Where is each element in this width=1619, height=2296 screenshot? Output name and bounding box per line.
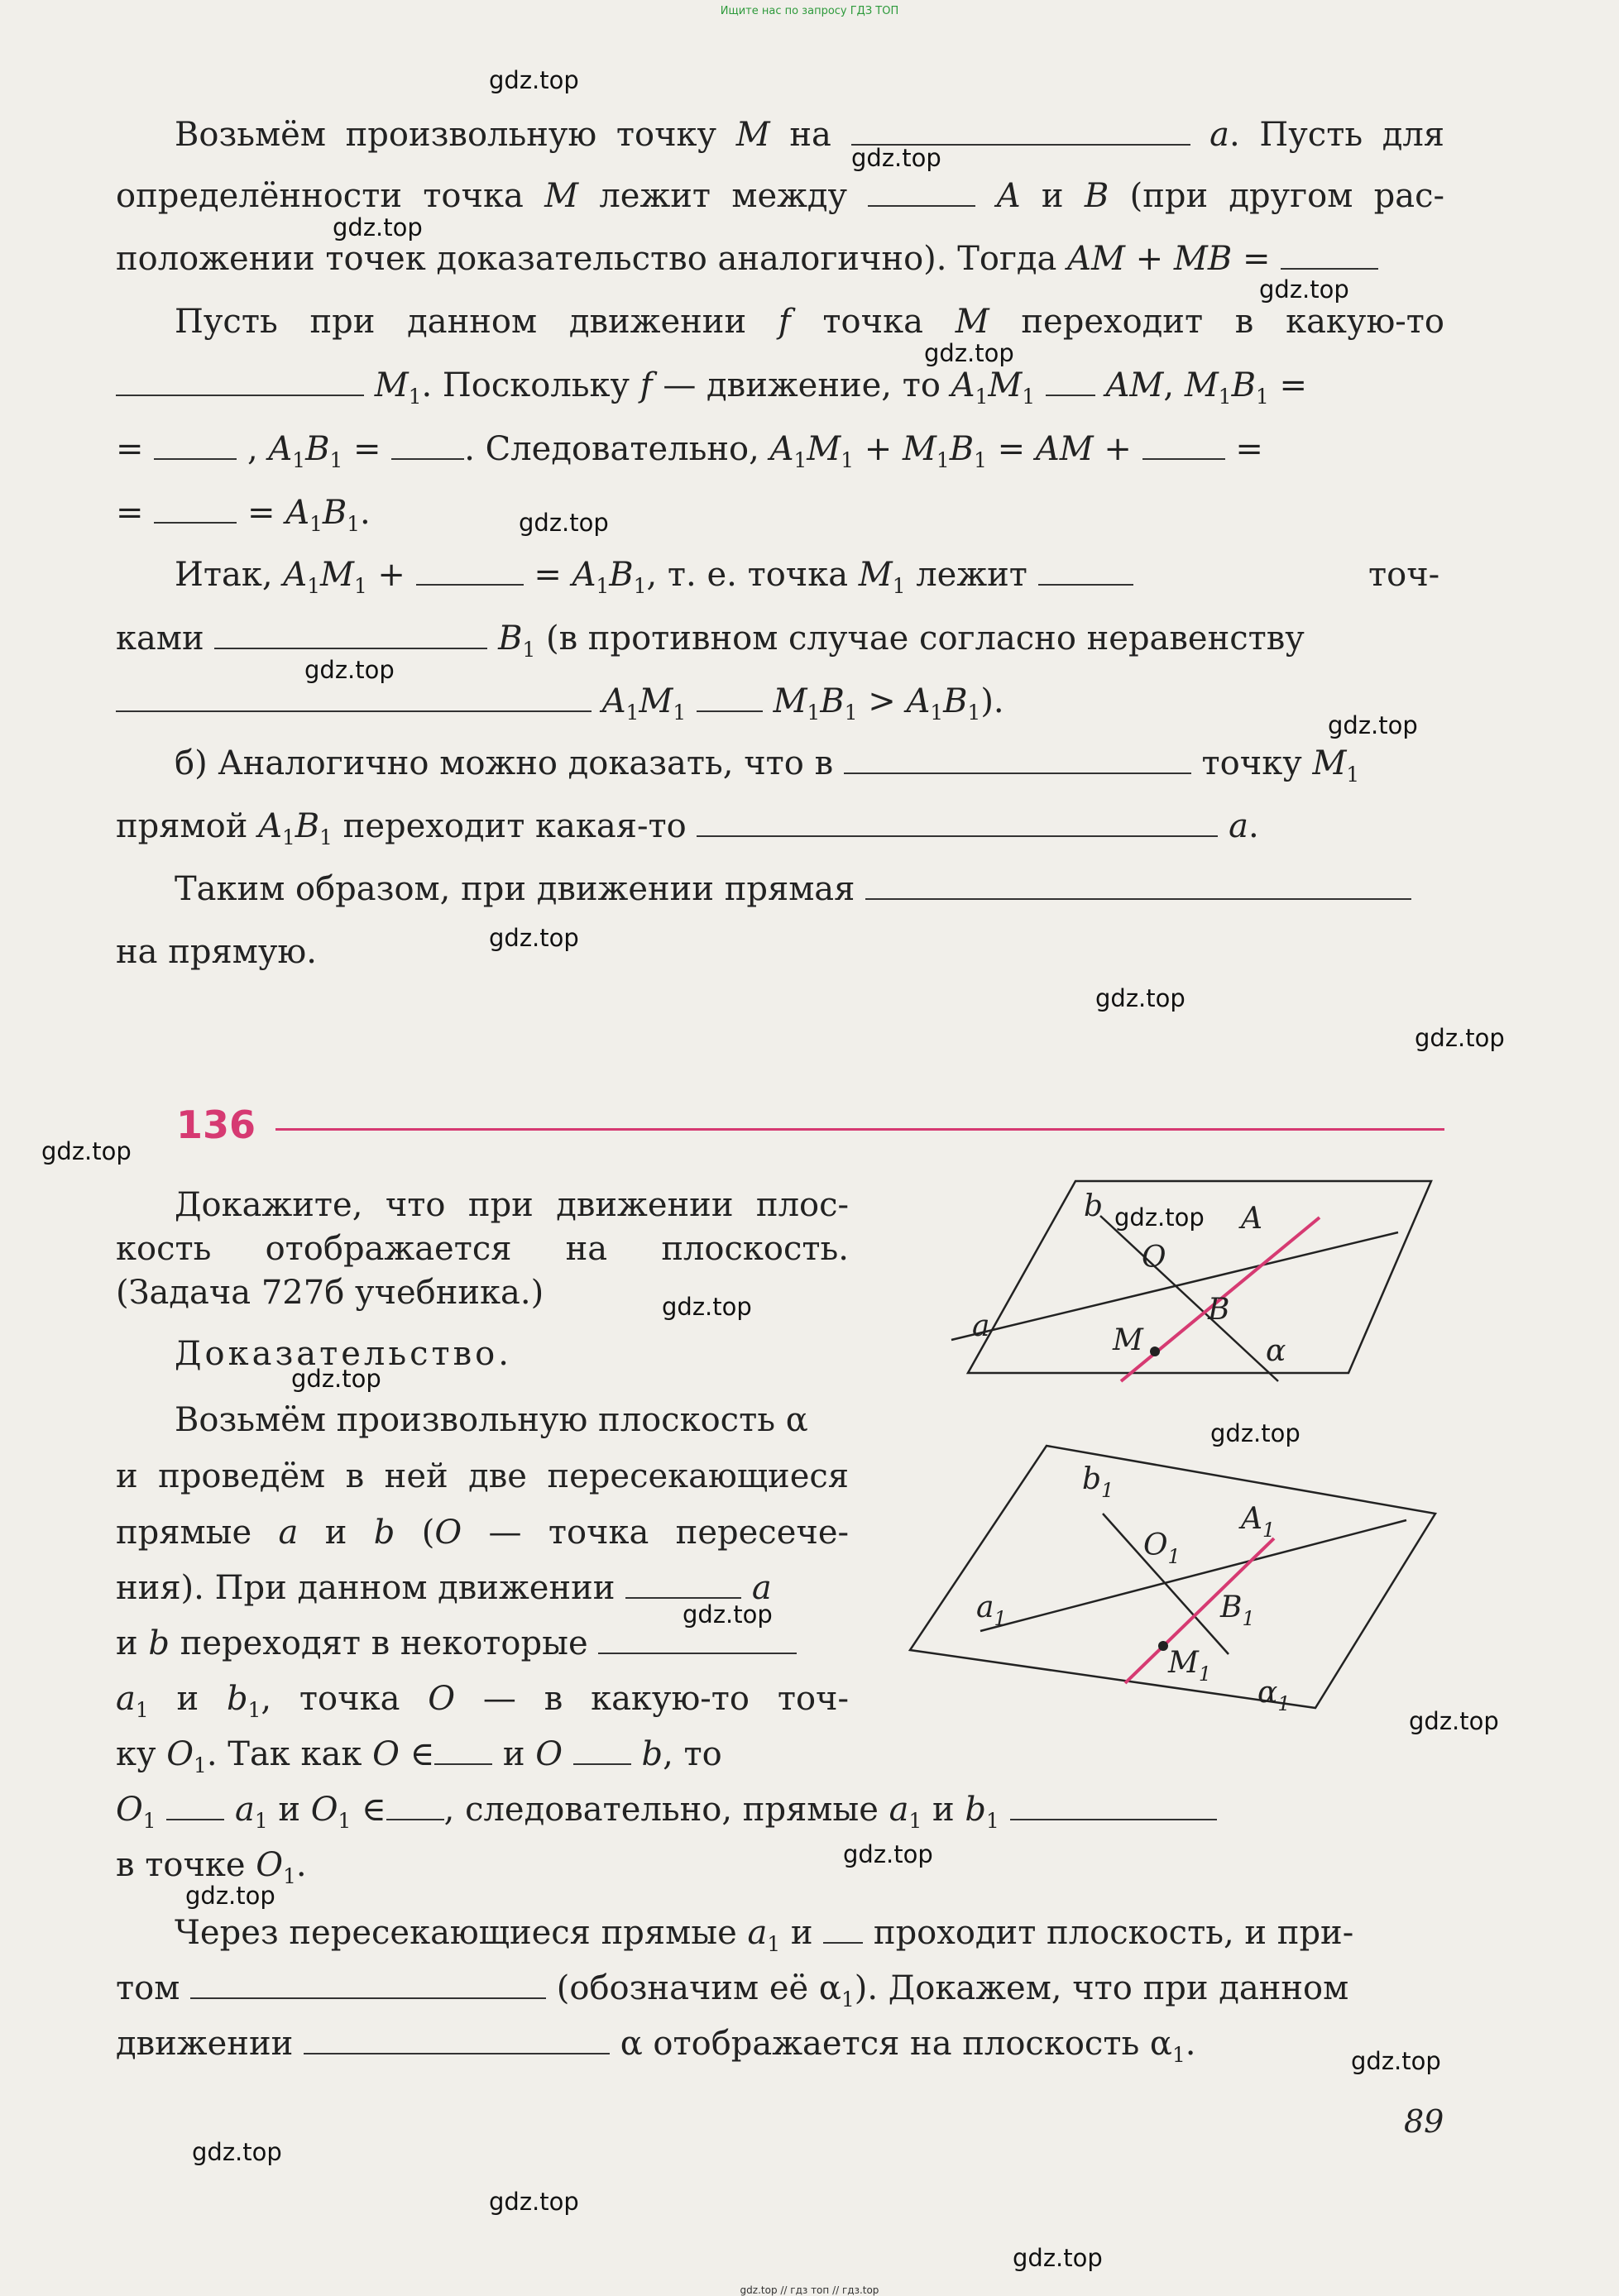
- label-B1: $B_1$: [1220, 1590, 1255, 1630]
- watermark: gdz.top: [489, 2188, 579, 2216]
- label-M: M: [1113, 1323, 1143, 1357]
- watermark: gdz.top: [1415, 1024, 1505, 1052]
- text-line: на прямую.: [116, 933, 317, 971]
- watermark: gdz.top: [851, 144, 941, 172]
- task-text-line: (Задача 727б учебника.): [116, 1274, 544, 1312]
- page-number: 89: [1404, 2103, 1444, 2140]
- label-alpha: α: [1266, 1334, 1286, 1368]
- watermark: gdz.top: [333, 213, 423, 242]
- watermark: gdz.top: [519, 509, 609, 537]
- text-line: прямой $A_1B_1$ переходит какая-то a.: [116, 807, 1259, 849]
- text-line: ками $B_1$ (в противном случае согласно неравенству: [116, 619, 1305, 662]
- label-alpha1: $\alpha_1$: [1257, 1676, 1291, 1715]
- proof-line: движении α отображается на плоскость $\alpha_1$.: [116, 2025, 1196, 2067]
- watermark: gdz.top: [41, 1137, 132, 1165]
- label-b: b: [1084, 1189, 1104, 1223]
- watermark: gdz.top: [1013, 2244, 1103, 2272]
- proof-line: том (обозначим её $\alpha_1$). Докажем, что при данном: [116, 1969, 1349, 2011]
- label-A1: $A_1$: [1241, 1502, 1276, 1542]
- text-line: $M_1$. Поскольку f — движение, то $A_1M_1$ AM, $M_1B_1$ =: [116, 366, 1307, 416]
- task-divider: [275, 1128, 1444, 1131]
- point-M: [1150, 1347, 1160, 1356]
- watermark: gdz.top: [924, 339, 1014, 367]
- text-line: точ-: [1368, 556, 1440, 594]
- text-line: положении точек доказательство аналогично). Тогда AM + MB =: [116, 240, 1378, 278]
- watermark: gdz.top: [683, 1600, 773, 1629]
- watermark: gdz.top: [291, 1365, 381, 1393]
- watermark: gdz.top: [1351, 2047, 1441, 2075]
- header-note: Ищите нас по запросу ГДЗ ТОП: [720, 5, 899, 17]
- watermark: gdz.top: [843, 1840, 933, 1868]
- proof-line: $O_1$ $a_1$ и $O_1$ ∈ , следовательно, прямые $a_1$ и $b_1$: [116, 1791, 1217, 1840]
- proof-line: ку $O_1$. Так как O ∈ и O b, то: [116, 1735, 722, 1777]
- label-B: B: [1208, 1293, 1230, 1327]
- proof-line: Возьмём произвольную плоскость α: [175, 1401, 808, 1439]
- text-line: Таким образом, при движении прямая: [175, 870, 1411, 908]
- label-b1: $b_1$: [1082, 1462, 1114, 1502]
- text-line: = = $A_1B_1$.: [116, 494, 371, 536]
- proof-line: и b переходят в некоторые: [116, 1624, 797, 1662]
- proof-line: в точке $O_1$.: [116, 1846, 307, 1888]
- watermark: gdz.top: [1409, 1707, 1499, 1735]
- watermark: gdz.top: [1114, 1203, 1205, 1232]
- label-O: O: [1142, 1241, 1166, 1275]
- label-a: a: [972, 1309, 990, 1343]
- text-line: Итак, $A_1M_1$ + = $A_1B_1$, т. е. точка $M_1$ лежит: [175, 556, 1133, 605]
- task-text-line: Докажите, что при движении плос-: [175, 1186, 849, 1224]
- text-line: $A_1M_1$ $M_1B_1 > A_1B_1$).: [116, 682, 1004, 732]
- watermark: gdz.top: [1328, 711, 1418, 739]
- task-text-line: кость отображается на плоскость.: [116, 1230, 849, 1268]
- figure-plane-alpha1: [902, 1439, 1448, 1737]
- proof-line: прямые a и b (O — точка пересече-: [116, 1514, 850, 1552]
- proof-line: $a_1$ и $b_1$, точка O — в какую-то точ-: [116, 1680, 849, 1722]
- label-A: A: [1241, 1202, 1262, 1236]
- watermark: gdz.top: [304, 656, 395, 684]
- text-line: б) Аналогично можно доказать, что в точку $M_1$: [175, 744, 1360, 787]
- watermark: gdz.top: [489, 924, 579, 952]
- proof-line: и проведём в ней две пересекающиеся: [116, 1457, 849, 1495]
- footer-note: gdz.top // гдз топ // гдз.top: [740, 2284, 879, 2296]
- text-line: определённости точка M лежит между A и B (при другом рас-: [116, 177, 1445, 215]
- watermark: gdz.top: [1259, 275, 1349, 304]
- label-M1: $M_1$: [1168, 1646, 1212, 1686]
- watermark: gdz.top: [662, 1293, 752, 1321]
- point-M1: [1158, 1641, 1168, 1651]
- task-number: 136: [176, 1103, 256, 1147]
- label-a1: $a_1$: [976, 1590, 1007, 1630]
- proof-heading: Доказательство.: [175, 1335, 512, 1373]
- watermark: gdz.top: [1095, 984, 1186, 1012]
- text-line: = , $A_1B_1$ = . Следовательно, $A_1M_1 + M_1B_1$ = AM + =: [116, 430, 1263, 472]
- proof-line: Через пересекающиеся прямые $a_1$ и проходит плоскость, и при-: [175, 1914, 1354, 1956]
- text-line: Возьмём произвольную точку M на a. Пусть для: [175, 116, 1445, 154]
- watermark: gdz.top: [185, 1882, 275, 1910]
- watermark: gdz.top: [489, 66, 579, 94]
- label-O1: $O_1$: [1143, 1528, 1181, 1568]
- text-line: Пусть при данном движении f точка M переходит в какую-то: [175, 303, 1445, 341]
- watermark: gdz.top: [1210, 1419, 1300, 1447]
- watermark: gdz.top: [192, 2138, 282, 2166]
- proof-line: ния). При данном движении a: [116, 1569, 772, 1607]
